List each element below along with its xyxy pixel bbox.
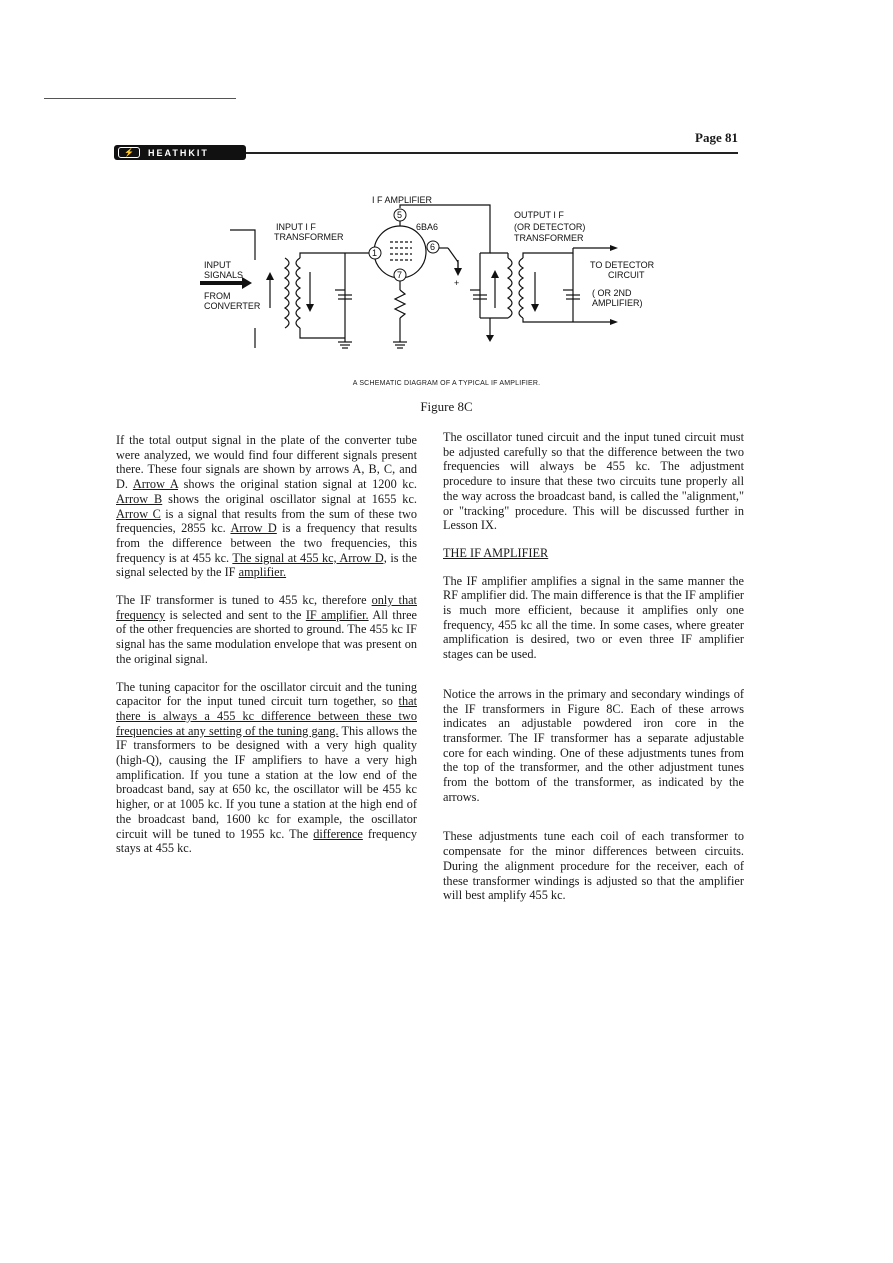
logo-mark: ⚡ <box>118 147 140 158</box>
pin6-label: 6 <box>430 242 436 252</box>
input-if-label: INPUT I F <box>276 222 316 232</box>
section-heading: THE IF AMPLIFIER <box>443 545 549 560</box>
paragraph: The IF amplifier amplifies a signal in the same manner the RF amplifier did. The main difference is that the IF amplifier is much more efficient, because it amplifies only one frequency, 455 kc all the time. In some cases, where greater amplification is desired, two or even three IF amplifier stages can be used. <box>443 573 744 662</box>
paragraph: Notice the arrows in the primary and secondary windings of the IF transformers in Figure 8C. Each of these arrows indicates an adjustable powdered iron core in the transformer. The IF transformer has a separate adjustable core for each winding. One of these adjustments tunes from the top of the transformer, and the other adjustment tunes from the bottom of the transformer, as indicated by the arrows. <box>443 686 744 804</box>
figure-caption: A SCHEMATIC DIAGRAM OF A TYPICAL IF AMPLIFIER. <box>352 380 541 387</box>
output-if-label: OUTPUT I F <box>514 210 564 220</box>
left-column <box>116 433 417 869</box>
paragraph: The tuning capacitor for the oscillator circuit and the tuning capacitor for the input tuned circuit turn together, so that there is always a 455 kc difference between these two frequencies at any setting of the tuning gang. This allows the IF transformers to be designed with a very high quality (high-Q), causing the IF amplifiers to have a very high amplification. If you tune a station at the low end of the broadcast band, say at 650 kc, the oscillator will be 455 kc higher, or at 1005 kc. If you tune a station at the high end of the broadcast band, 1600 kc for example, the oscillator circuit will be tuned to 1955 kc. The difference frequency stays at 455 kc. <box>116 679 418 856</box>
tube-label: 6BA6 <box>416 222 439 232</box>
heathkit-logo <box>114 145 246 160</box>
input-transformer-label: TRANSFORMER <box>274 232 344 242</box>
pin1-label: 1 <box>372 248 378 258</box>
from-label: FROM <box>204 291 231 301</box>
pin7-label: 7 <box>397 270 403 280</box>
signals-label: SIGNALS <box>204 270 244 280</box>
logo-brand: HEATHKIT <box>148 147 209 158</box>
paragraph: The oscillator tuned circuit and the input tuned circuit must be adjusted carefully so that the difference between the two frequencies will always be 455 kc. The adjustment procedure to insure that these two circuits tune properly all the way across the broadcast band, is called the "alignment," or "tracking" procedure. This will be discussed further in Lesson IX. <box>443 430 744 533</box>
converter-label: CONVERTER <box>204 301 261 311</box>
header-rule <box>246 152 738 154</box>
to-detector-label: TO DETECTOR <box>590 260 655 270</box>
paragraph: These adjustments tune each coil of each transformer to compensate for the minor differences between circuits. During the alignment procedure for the receiver, each of these transformer windings is adjusted so that the amplifier will best amplify 455 kc. <box>443 829 744 903</box>
if-amplifier-label: I F AMPLIFIER <box>372 195 433 205</box>
if-amplifier-schematic <box>190 190 680 365</box>
right-column <box>443 430 744 916</box>
paragraph: The IF transformer is tuned to 455 kc, therefore only that frequency is selected and sent to the IF amplifier. All three of the other frequencies are shorted to ground. The 455 kc IF signal has the same modulation envelope that was present on the original signal. <box>116 593 417 666</box>
output-transformer-label: TRANSFORMER <box>514 233 584 243</box>
page-number: Page 81 <box>695 130 738 145</box>
top-rule <box>44 98 236 99</box>
paragraph: If the total output signal in the plate of the converter tube were analyzed, we would find four different signals present there. These four signals are shown by arrows A, B, C, and D. Arrow A shows the original station signal at 1200 kc. Arrow B shows the original oscillator signal at 1655 kc. Arrow C is a signal that results from the sum of these two frequencies, 2855 kc. Arrow D is a frequency that results from the difference between the two frequencies, this frequency is at 455 kc. The signal at 455 kc, Arrow D, is the signal selected by the IF amplifier. <box>116 433 418 580</box>
output-detector-label: (OR DETECTOR) <box>514 222 586 232</box>
circuit-label: CIRCUIT <box>608 270 645 280</box>
figure-label: Figure 8C <box>420 399 473 414</box>
amplifier-label: AMPLIFIER) <box>592 298 643 308</box>
plus-label: + <box>454 278 460 288</box>
or-2nd-label: ( OR 2ND <box>592 288 632 298</box>
pin5-label: 5 <box>397 210 403 220</box>
input-label: INPUT <box>204 260 231 270</box>
